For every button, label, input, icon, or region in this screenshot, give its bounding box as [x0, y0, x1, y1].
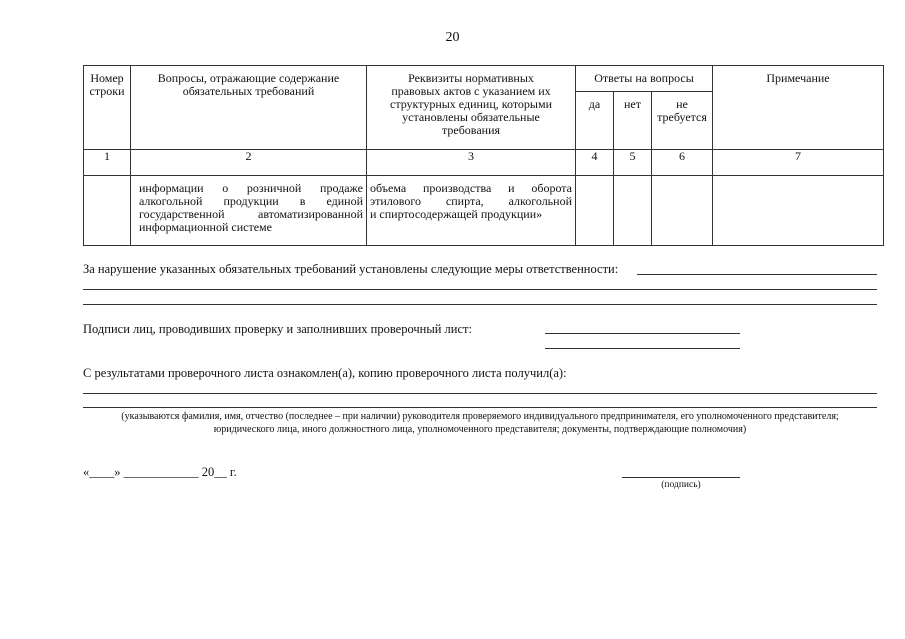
signature-line [545, 348, 740, 349]
column-number: 4 [576, 150, 614, 176]
acquainted-line [83, 393, 877, 394]
table-row [84, 176, 884, 246]
header-yes: да [576, 92, 614, 150]
checklist-table [83, 65, 884, 246]
acquainted-label: С результатами проверочного листа ознакомлен(а), копию проверочного листа получил(а): [83, 366, 567, 380]
answer-not-required-cell [652, 176, 713, 246]
page-number: 20 [445, 30, 460, 45]
header-no: нет [614, 92, 652, 150]
signature-caption: (подпись) [661, 480, 701, 490]
signature-line [622, 477, 740, 478]
column-number: 1 [84, 150, 131, 176]
column-number: 6 [652, 150, 713, 176]
signatures-label: Подписи лиц, проводивших проверку и заполнивших проверочный лист: [83, 322, 472, 336]
signature-line [545, 333, 740, 334]
explanation-note: (указываются фамилия, имя, отчество (последнее – при наличии) руководителя проверяемого индивидуального предпринимателя, его уполномоченного представителя; юридического лица, иного должностного лица, уполномоченного представителя; документы, подтверждающие полномочия) [121, 411, 839, 435]
column-number: 2 [131, 150, 367, 176]
row-number-cell [84, 176, 131, 246]
header-note: Примечание [713, 66, 884, 150]
header-row-number: Номер строки [84, 66, 131, 150]
question-cell: информации о розничной продаже алкогольной продукции в единой государственной автоматизированной информационной системе [131, 176, 367, 246]
answer-no-cell [614, 176, 652, 246]
liability-label: За нарушение указанных обязательных требований установлены следующие меры ответственности: [83, 262, 619, 276]
header-questions: Вопросы, отражающие содержание обязательных требований [131, 66, 367, 150]
liability-line [83, 289, 877, 290]
requisite-cell: объема производства и оборота этилового спирта, алкогольной и спиртосодержащей продукции» [367, 176, 576, 246]
acquainted-line [83, 407, 877, 408]
note-cell [713, 176, 884, 246]
column-number: 5 [614, 150, 652, 176]
liability-line [637, 274, 877, 275]
header-answers: Ответы на вопросы [576, 66, 713, 92]
column-numbers-row [84, 150, 884, 176]
column-number: 7 [713, 150, 884, 176]
date-line: «____» ____________ 20__ г. [83, 465, 237, 479]
liability-line [83, 304, 877, 305]
header-not-required: не требуется [652, 92, 713, 150]
header-requisites: Реквизиты нормативных правовых актов с указанием их структурных единиц, которыми установлены обязательные требования [367, 66, 576, 150]
answer-yes-cell [576, 176, 614, 246]
column-number: 3 [367, 150, 576, 176]
